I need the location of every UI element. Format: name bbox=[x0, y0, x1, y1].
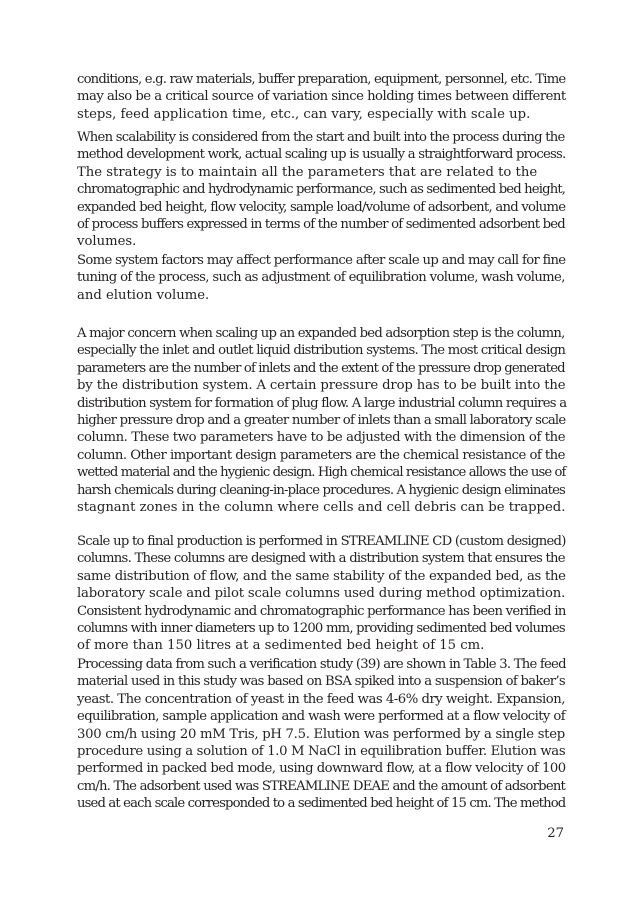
paragraph-line: laboratory scale and pilot scale columns used during method optimization. bbox=[77, 586, 566, 602]
paragraph-line: The strategy is to maintain all the parameters that are related to the bbox=[77, 164, 538, 180]
paragraph-line: procedure using a solution of 1.0 M NaCl in equilibration buffer. Elution was bbox=[77, 743, 566, 759]
paragraph-line: Consistent hydrodynamic and chromatographic performance has been verified in bbox=[77, 603, 566, 619]
paragraph-line: volumes. bbox=[77, 234, 137, 250]
paragraph-scale-up-production bbox=[77, 533, 565, 655]
paragraph-line: performed in packed bed mode, using downward flow, at a flow velocity of 100 bbox=[77, 761, 566, 777]
paragraph-line: tuning of the process, such as adjustment of equilibration volume, wash volume, bbox=[77, 270, 565, 286]
paragraph-processing-data bbox=[77, 656, 565, 813]
paragraph-line: stagnant zones in the column where cells and cell debris can be trapped. bbox=[77, 499, 566, 515]
paragraph-line: parameters are the number of inlets and the extent of the pressure drop generated bbox=[77, 360, 565, 376]
paragraph-line: columns. These columns are designed with a distribution system that ensures the bbox=[77, 551, 565, 567]
paragraph-line: Processing data from such a verification study (39) are shown in Table 3. The feed bbox=[77, 657, 566, 672]
paragraph-line: by the distribution system. A certain pressure drop has to be built into the bbox=[77, 378, 566, 394]
paragraph-line: equilibration, sample application and wash were performed at a flow velocity of bbox=[77, 709, 565, 725]
paragraph-line: Scale up to final production is performed in STREAMLINE CD (custom designed) bbox=[77, 534, 566, 549]
paragraph-line: conditions, e.g. raw materials, buffer preparation, equipment, personnel, etc. Time bbox=[77, 72, 566, 87]
paragraph-line: may also be a critical source of variation since holding times between different bbox=[77, 89, 566, 105]
paragraph-line: column. These two parameters have to be adjusted with the dimension of the bbox=[77, 430, 566, 446]
paragraph-line: A major concern when scaling up an expanded bed adsorption step is the column, bbox=[77, 326, 565, 341]
paragraph-holding-times bbox=[77, 71, 565, 123]
paragraph-line: 300 cm/h using 20 mM Tris, pH 7.5. Elution was performed by a single step bbox=[77, 726, 565, 742]
paragraph-line: of more than 150 litres at a sedimented bed height of 15 cm. bbox=[77, 638, 485, 654]
paragraph-line: cm/h. The adsorbent used was STREAMLINE DEAE and the amount of adsorbent bbox=[77, 778, 566, 794]
paragraph-line: higher pressure drop and a greater number of inlets than a small laboratory scale bbox=[77, 412, 566, 428]
paragraph-line: columns with inner diameters up to 1200 mm, providing sedimented bed volumes bbox=[77, 620, 565, 636]
paragraph-column-design bbox=[77, 325, 565, 516]
paragraph-line: wetted material and the hygienic design. High chemical resistance allows the use of bbox=[77, 465, 566, 481]
paragraph-line: especially the inlet and outlet liquid distribution systems. The most critical design bbox=[77, 343, 566, 359]
paragraph-line: chromatographic and hydrodynamic performance, such as sedimented bed height, bbox=[77, 182, 566, 198]
paragraph-line: yeast. The concentration of yeast in the feed was 4-6% dry weight. Expansion, bbox=[77, 691, 565, 707]
paragraph-line: material used in this study was based on BSA spiked into a suspension of baker’s bbox=[77, 674, 565, 690]
paragraph-line: expanded bed height, flow velocity, sample load/volume of adsorbent, and volume bbox=[77, 199, 566, 215]
paragraph-line: and elution volume. bbox=[77, 287, 210, 303]
page-number: 27 bbox=[547, 826, 564, 841]
paragraph-line: method development work, actual scaling up is usually a straightforward process. bbox=[77, 147, 566, 163]
paragraph-line: of process buffers expressed in terms of the number of sedimented adsorbent bed bbox=[77, 216, 565, 232]
paragraph-line: When scalability is considered from the start and built into the process during the bbox=[77, 130, 565, 145]
paragraph-line: same distribution of flow, and the same stability of the expanded bed, as the bbox=[77, 568, 566, 584]
paragraph-system-factors bbox=[77, 252, 565, 304]
paragraph-line: harsh chemicals during cleaning-in-place procedures. A hygienic design eliminates bbox=[77, 482, 565, 498]
paragraph-line: Some system factors may affect performance after scale up and may call for fine bbox=[77, 253, 566, 268]
paragraph-scalability bbox=[77, 129, 565, 251]
paragraph-line: distribution system for formation of plug flow. A large industrial column requires a bbox=[77, 395, 567, 411]
paragraph-line: used at each scale corresponded to a sedimented bed height of 15 cm. The method bbox=[77, 796, 566, 812]
paragraph-line: column. Other important design parameters are the chemical resistance of the bbox=[77, 447, 565, 463]
paragraph-line: steps, feed application time, etc., can vary, especially with scale up. bbox=[77, 106, 531, 122]
